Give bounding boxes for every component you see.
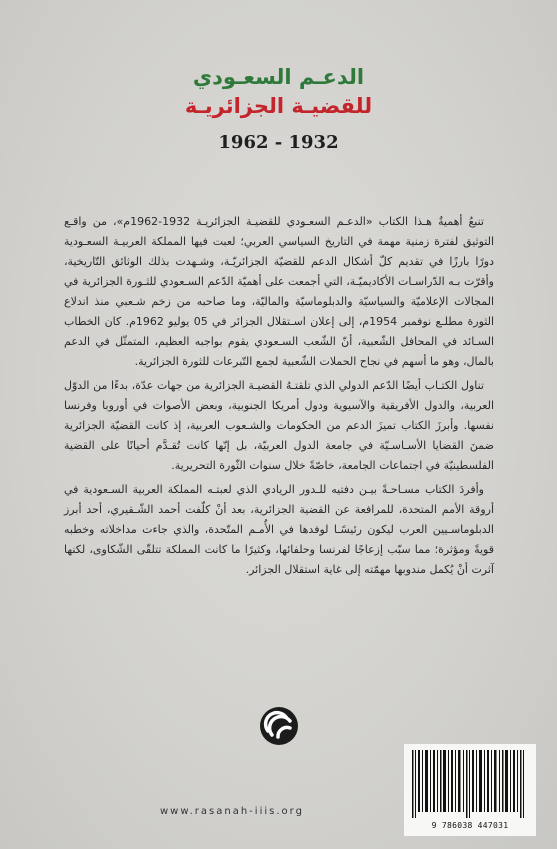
publisher-logo-icon [259,706,299,746]
description-paragraph-1: تنبعُ أهميةُ هـذا الكتاب «الدعـم السعـودي للقضيـة الجزائريـة 1932-1962م»، من واقـع التوثيق لفترة زمنية مهمة في التاريخ السياسي العربي؛ لعبت فيها المملكة العربيـة السعـودية دورًا بارزًا في تقديم كلّ أشكال الدعم للقضيّة الجزائريّـة، وشـهدت بذلك الوثائق التّاريخية، وأقرّت بـه الدّراسـات الأكاديميّـة، التي أجمعت على أهميّة الدّعم السـعودي للثـورة الجزائرية في المجالات الإعلاميّة والسياسيّة والدبلوماسيّة والماليّة، وما صاحبه من زخم شـعبي منذ اندلاع الثورة مطلـع نوفمبر 1954م، إلى إعلان اسـتقلال الجزائر في 05 يوليو 1962م. كان الخطاب السـائد في المحافل الشّعبية، أنّ الشّعب السـعودي يقوم بواجبه العظيم، المتمثّل في الدعم بالمال، وهو ما أسهم في نجاح الحملات الشّعبية لجمع التّبرعات للثورة الجزائرية. [64,215,494,368]
book-years: 1962 - 1932 [218,132,339,153]
title-block [0,64,557,120]
book-title-sub: للقضيـة الجزائريـة [184,94,373,118]
isbn-number: 9 786038 447031 [431,821,509,830]
description-paragraph-2: تناول الكتـاب أيضًا الدّعم الدولي الذي تلقتـهُ القضيـة الجزائرية من جهات عدّة، بدءًا من الدوّل العربية، والدول الأفريقية والآسيوية ودول أمريكا الجنوبية، وبعض الأصوات في أوروبا وفرنسا نفسها. وأبرزَ الكتاب تميزَ الدعم من الحكومات والشـعوب العربية، إذ كانت القضيّة الجزائرية ضمنَ القضايا الأسـاسـيّة في جامعة الدول العربيّة، بل إنّها كانت تُقـدَّم أحيانًا على القضية الفلسطينيّة في اجتماعات الجامعة، خاصّةً خلال سنوات الثّورة التحريرية. [64,379,494,472]
isbn-barcode [404,744,536,836]
book-title-main: الدعـم السعـودي [192,65,365,89]
publisher-website: www.rasanah-iiis.org [160,806,304,817]
description-paragraph-3: وأفردَ الكتاب مسـاحـةً بيـن دفتيه للـدور الريادي الذي لعبتـه المملكة العربية السـعودية في أروقة الأمم المتحدة، للمرافعة عن القضية الجزائرية، بعد أنْ كلّفت أحمد الشّـقيري، أحد أبرز الدبلوماسـيين العرب ليكون رئيسًـا لوفدها في الأُمـم المتّحدة، والذي جاءت مداخلاته وخطبه قويةً ومؤثرة؛ مما سبّب إزعاجًا لفرنسا وحلفائها، وكثيرًا ما كانت المملكة تتلقّى الشّكاوى، لكنها آثرت أنْ يُكمل مندوبها مهمّته إلى غاية استقلال الجزائر. [64,483,494,576]
barcode-icon [412,750,528,818]
description-text [64,212,494,584]
